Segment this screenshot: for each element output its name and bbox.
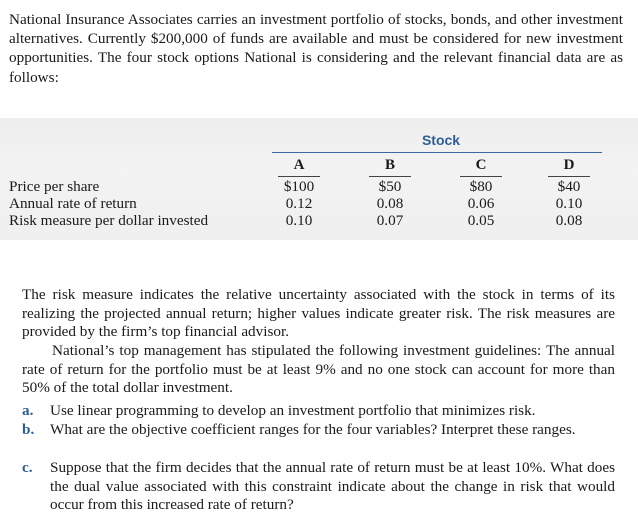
risk-measure-paragraph: The risk measure indicates the relative uncertainty associated with the stock in terms of its realizing the projected annual return; higher values indicate greater risk. The risk measures are provided by the firm’s top financial advisor.: [22, 286, 615, 341]
column-rule-c: [460, 176, 502, 177]
column-rule-a: [278, 176, 320, 177]
question-text: What are the objective coefficient ranges for the four variables? Interpret these ranges.: [50, 421, 576, 438]
table-heading-rule: [272, 152, 602, 153]
problem-intro: National Insurance Associates carries an investment portfolio of stocks, bonds, and other investment alternatives. Currently $200,000 of funds are available and must be considered for new investment opportunities. The four stock options National is considering and the relevant financial data are as follows:: [9, 11, 623, 86]
row-label-price: Price per share: [9, 178, 100, 195]
column-rule-b: [369, 176, 411, 177]
column-rule-d: [548, 176, 590, 177]
question-a: [22, 402, 615, 421]
table-cell: 0.08: [555, 212, 583, 229]
question-letter: a.: [22, 402, 34, 419]
table-cell: 0.06: [467, 195, 495, 212]
table-cell: $50: [378, 178, 402, 195]
question-letter: c.: [22, 459, 33, 476]
table-cell: $40: [557, 178, 581, 195]
table-cell: 0.10: [555, 195, 583, 212]
question-text: Suppose that the firm decides that the annual rate of return must be at least 10%. What does the dual value associated with this constraint indicate about the change in risk that would occur from this increased rate of return?: [50, 459, 615, 514]
question-letter: b.: [22, 421, 35, 438]
row-label-return: Annual rate of return: [9, 195, 137, 212]
question-text: Use linear programming to develop an investment portfolio that minimizes risk.: [50, 402, 536, 419]
table-cell: $100: [283, 178, 315, 195]
column-header-d: D: [563, 157, 575, 173]
table-cell: 0.10: [285, 212, 313, 229]
column-header-a: A: [293, 157, 305, 173]
guidelines-paragraph: National’s top management has stipulated the following investment guidelines: The annual rate of return for the portfolio must be at least 9% and no one stock can account for more than 50% of the total dollar investment.: [22, 342, 615, 397]
table-cell: 0.07: [376, 212, 404, 229]
row-label-risk: Risk measure per dollar invested: [9, 212, 209, 229]
table-heading-stock: Stock: [421, 132, 461, 148]
table-cell: $80: [469, 178, 493, 195]
question-b: [22, 421, 615, 440]
question-c: [22, 459, 615, 515]
table-cell: 0.08: [376, 195, 404, 212]
column-header-c: C: [475, 157, 487, 173]
column-header-b: B: [384, 157, 395, 173]
table-cell: 0.05: [467, 212, 495, 229]
table-cell: 0.12: [285, 195, 313, 212]
